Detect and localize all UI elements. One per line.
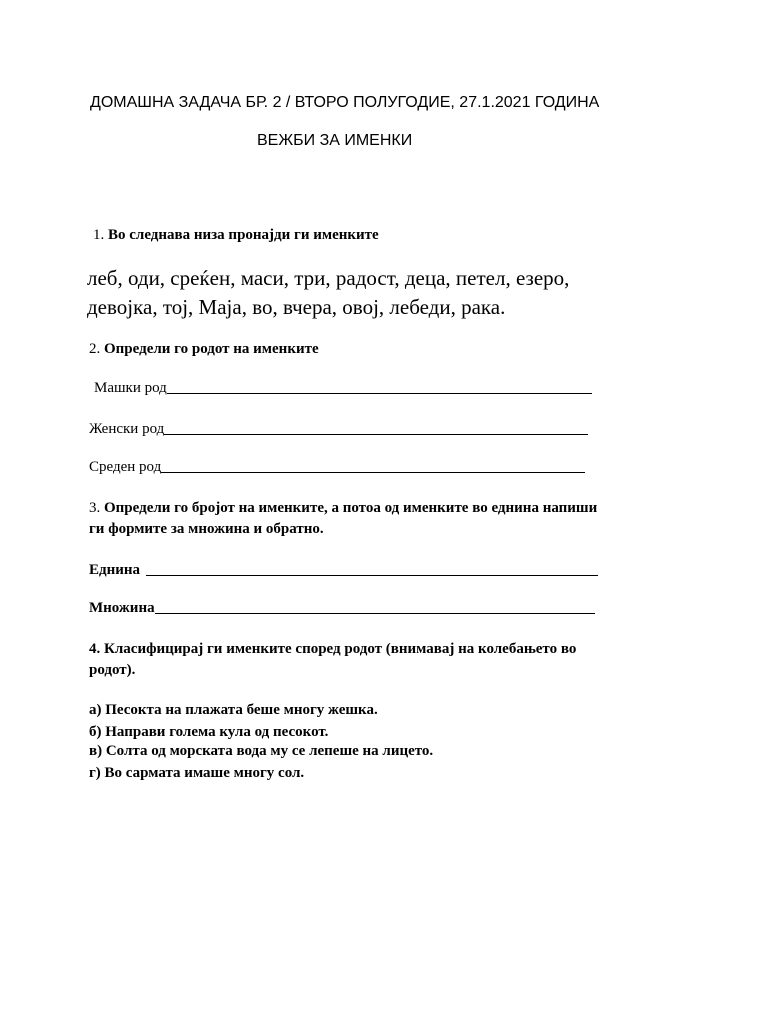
question-2-number: 2. xyxy=(89,341,101,357)
sentence-c: в) Солта од морската вода му се лепеше на лицето. xyxy=(89,743,434,759)
page-title: ДОМАШНА ЗАДАЧА БР. 2 / ВТОРО ПОЛУГОДИЕ, 27.1.2021 ГОДИНА xyxy=(90,94,600,111)
question-3-text-line-1: Определи го бројот на именките, а потоа од именките во еднина напиши xyxy=(104,500,598,516)
answer-line-singular xyxy=(89,562,598,579)
neuter-label: Среден род xyxy=(89,459,162,475)
singular-label: Еднина xyxy=(89,562,141,578)
page-subtitle: ВЕЖБИ ЗА ИМЕНКИ xyxy=(257,132,413,149)
feminine-answer-blank[interactable] xyxy=(164,433,588,435)
plural-answer-blank[interactable] xyxy=(155,612,595,614)
sentence-b: б) Направи голема кула од песокот. xyxy=(89,724,329,740)
question-2 xyxy=(89,341,319,358)
neuter-answer-blank[interactable] xyxy=(161,471,585,473)
word-list-line-2: девојка, тој, Маја, во, вчера, овој, лебеди, рака. xyxy=(87,295,506,319)
sentence-d: г) Во сармата имаше многу сол. xyxy=(89,765,305,781)
sentence-a: а) Песокта на плажата беше многу жешка. xyxy=(89,702,378,718)
question-1 xyxy=(93,227,379,244)
answer-line-neuter xyxy=(89,459,585,476)
feminine-label: Женски род xyxy=(89,421,165,437)
question-3-number: 3. xyxy=(89,500,101,516)
singular-answer-blank[interactable] xyxy=(146,574,598,576)
question-3-text-line-2: ги формите за множина и обратно. xyxy=(89,521,324,537)
question-2-text: Определи го родот на именките xyxy=(104,341,319,357)
question-1-text: Во следнава низа пронајди ги именките xyxy=(108,227,379,243)
answer-line-feminine xyxy=(89,421,588,438)
answer-line-plural xyxy=(89,600,595,617)
masculine-label: Машки род xyxy=(94,380,167,396)
word-list-line-1: леб, оди, среќен, маси, три, радост, деца, петел, езеро, xyxy=(87,266,570,290)
answer-line-masculine xyxy=(94,380,592,397)
masculine-answer-blank[interactable] xyxy=(167,392,592,394)
question-3 xyxy=(89,500,597,517)
question-4-text-line-1: 4. Класифицирај ги именките според родот (внимавај на колебањето во xyxy=(89,641,577,657)
plural-label: Множина xyxy=(89,600,155,616)
question-1-number: 1. xyxy=(93,227,105,243)
question-4-text-line-2: родот). xyxy=(89,662,136,678)
